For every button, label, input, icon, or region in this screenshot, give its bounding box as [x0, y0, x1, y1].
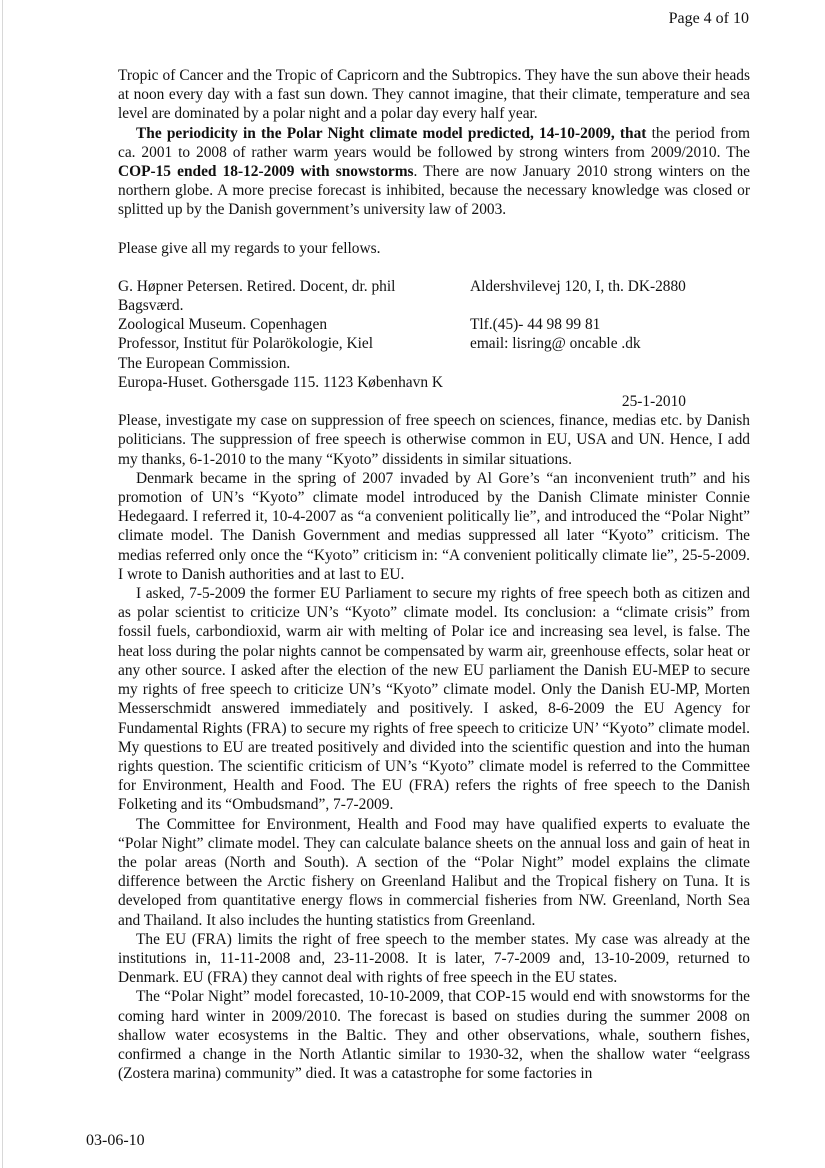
paragraph-periodicity: The periodicity in the Polar Night climate model predicted, 14-10-2009, that the period from ca. 2001 to 2008 of rather warm years would be followed by strong winters from 2009/2010. The COP-15 ended 18-12-2009 with snowstorms. There are now January 2010 strong winters on the northern globe. A more precise forecast is inhibited, because the necessary knowledge was closed or splitted up by the Danish government’s university law of 2003. [118, 124, 750, 219]
bold-cop15: COP-15 ended 18-12-2009 with snowstorms [118, 163, 414, 181]
signature-block [118, 277, 750, 392]
author-professor: Professor, Institut für Polarökologie, Kiel [118, 335, 374, 353]
paragraph-eu-parliament: I asked, 7-5-2009 the former EU Parliament to secure my rights of free speech both as citizen and as polar scientist to criticize UN’s “Kyoto” climate model. Its conclusion: a “climate crisis” from fossil fuels, carbondioxid, warm air with melting of Polar ice and increasing sea level, is false. The heat loss during the polar nights cannot be compensated by warm air, greenhouse effects, solar heat or any other source. I asked after the election of the new EU parliament the Danish EU-MEP to secure my rights of free speech to criticize UN’s “Kyoto” climate model. Only the Danish EU-MP, Morten Messerschmidt answered immediately and positively. I asked, 8-6-2009 the EU Agency for Fundamental Rights (FRA) to secure my rights of free speech to criticize UN’ “Kyoto” climate model. My questions to EU are treated positively and divided into the scientific question and into the human rights question. The scientific criticism of UN’s “Kyoto” climate model is referred to the Committee for Environment, Health and Food. The EU (FRA) refers the rights of free speech to the Danish Folketing and its “Ombudsmand”, 7-7-2009. [118, 585, 750, 814]
author-email: email: lisring@ oncable .dk [470, 335, 641, 353]
paragraph-investigate: Please, investigate my case on suppression of free speech on sciences, finance, medias etc. by Danish politicians. The suppression of free speech is otherwise common in EU, USA and UN. Hence, I add my thanks, 6-1-2010 to the many “Kyoto” dissidents in similar situations. [118, 412, 750, 468]
paragraph-forecast: The “Polar Night” model forecasted, 10-10-2009, that COP-15 would end with snowstorms for the coming hard winter in 2009/2010. The forecast is based on studies during the summer 2008 on shallow water ecosystems in the Baltic. They and other observations, whale, southern fishes, confirmed a change in the North Atlantic similar to 1930-32, when the shallow water “eelgrass (Zostera marina) community” died. It was a catastrophe for some factories in [118, 988, 750, 1083]
letter-date: 25-1-2010 [621, 393, 686, 411]
author-name: G. Høpner Petersen. Retired. Docent, dr. phil [118, 277, 396, 295]
page-number: Page 4 of 10 [668, 10, 749, 27]
author-phone: Tlf.(45)- 44 98 99 81 [470, 316, 601, 334]
author-address: Aldershvilevej 120, I, th. DK-2880 [470, 277, 686, 295]
scan-edge-line [2, 0, 3, 1168]
recipient-address: Europa-Huset. Gothersgade 115. 1123 København K [118, 373, 443, 391]
bold-prediction: The periodicity in the Polar Night climate model predicted, 14-10-2009, that [136, 124, 647, 142]
author-town: Bagsværd. [118, 297, 184, 315]
paragraph-denmark: Denmark became in the spring of 2007 invaded by Al Gore’s “an inconvenient truth” and his promotion of UN’s “Kyoto” climate model introduced by the Danish Climate minister Connie Hedegaard. I referred it, 10-4-2007 as “a convenient politically lie”, and introduced the “Polar Night” climate model. The Danish Government and medias suppressed all later “Kyoto” criticism. The medias referred only once the “Kyoto” criticism in: “A convenient politically climate lie”, 25-5-2009. I wrote to Danish authorities and at last to EU. [118, 469, 750, 583]
regards-line: Please give all my regards to your fellows. [118, 239, 381, 257]
author-museum: Zoological Museum. Copenhagen [118, 316, 328, 334]
paragraph-tropics: Tropic of Cancer and the Tropic of Capricorn and the Subtropics. They have the sun above their heads at noon every day with a fast sun down. They cannot imagine, that their climate, temperature and sea level are dominated by a polar night and a polar day every half year. [118, 67, 750, 123]
paragraph-committee: The Committee for Environment, Health and Food may have qualified experts to evaluate the “Polar Night” climate model. They can calculate balance sheets on the annual loss and gain of heat in the polar areas (North and South). A section of the “Polar Night” model explains the climate difference between the Arctic fishery on Greenland Halibut and the Tropical fishery on Tuna. It is developed from quantitative energy flows in commercial fisheries from NW. Greenland, North Sea and Thailand. It also includes the hunting statistics from Greenland. [118, 815, 750, 929]
footer-date: 03-06-10 [86, 1132, 145, 1149]
paragraph-eu-fra: The EU (FRA) limits the right of free speech to the member states. My case was already at the institutions in, 11-11-2008 and, 23-11-2008. It is later, 7-7-2009 and, 13-10-2009, returned to Denmark. EU (FRA) they cannot deal with rights of free speech in the EU states. [118, 930, 750, 987]
document-body [118, 66, 750, 1083]
recipient-name: The European Commission. [118, 354, 291, 372]
